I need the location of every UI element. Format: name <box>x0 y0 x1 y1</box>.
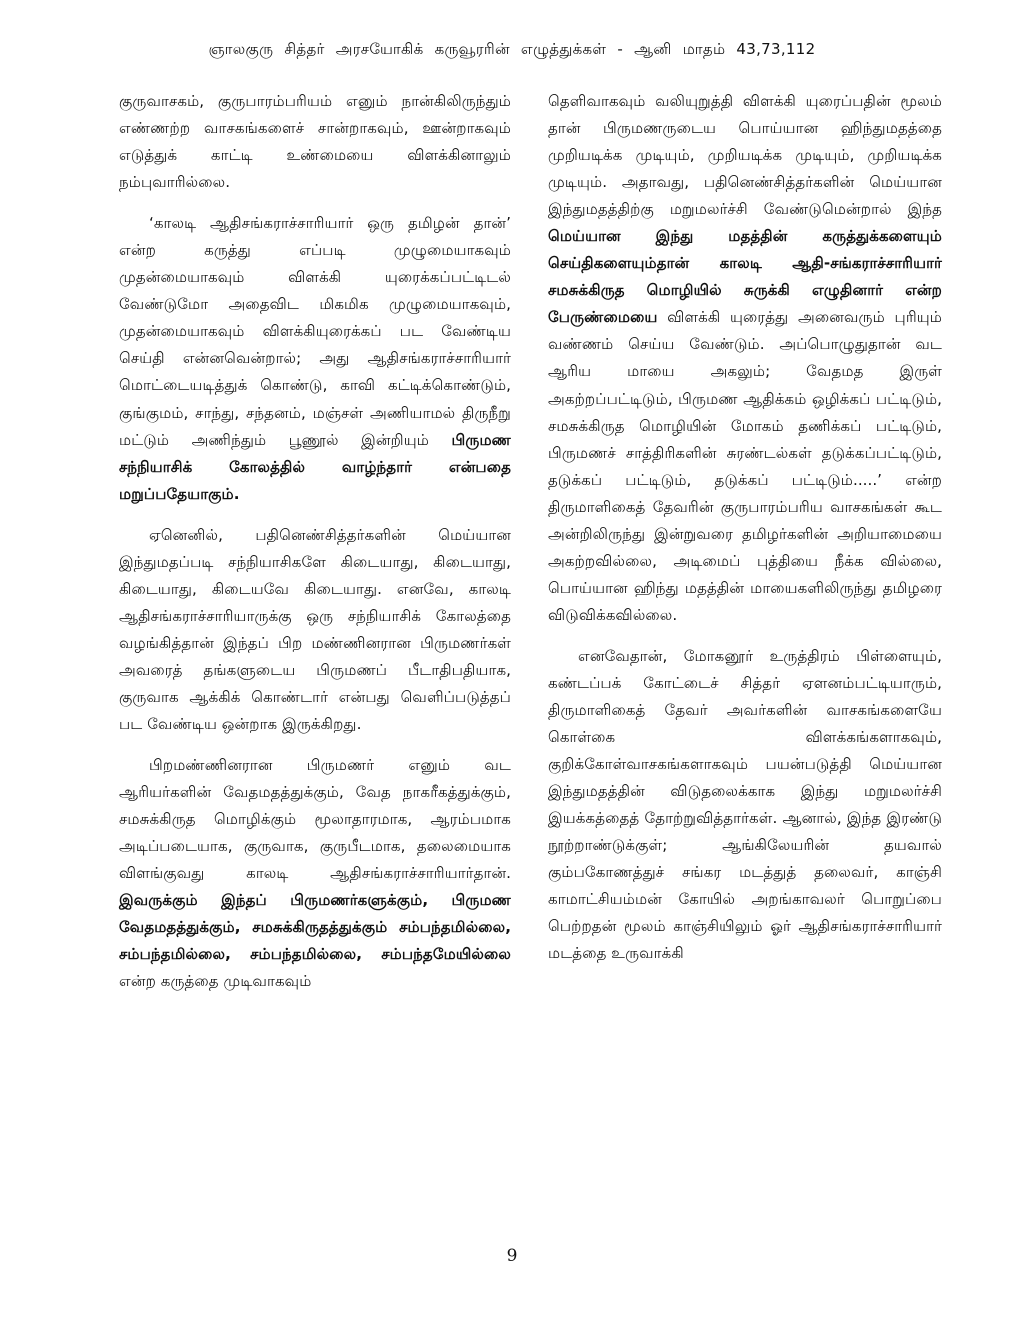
right-column <box>548 88 942 982</box>
left-paragraph-1 <box>119 88 511 196</box>
left-paragraph-2-text: ‘காலடி ஆதிசங்கராச்சாரியார் ஒரு தமிழன் தான்’ என்ற கருத்து எப்படி முழுமையாகவும் முதன்மையாகவும் விளக்கி யுரைக்கப்பட்டிடல் வேண்டுமோ அதைவிட மிகமிக முழுமையாகவும், முதன்மையாகவும் விளக்கியுரைக்கப் பட வேண்டிய செய்தி என்னவென்றால்; அது ஆதிசங்கராச்சாரியார் மொட்டையடித்துக் கொண்டு, காவி கட்டிக்கொண்டும், குங்குமம், சாந்து, சந்தனம், மஞ்சள் அணியாமல் திருநீறு மட்டும் அணிந்தும் பூணூல் இன்றியும் <box>119 214 511 449</box>
left-paragraph-2-emphasis: பிருமண சந்நியாசிக் கோலத்தில் வாழ்ந்தார் என்பதை மறுப்பதேயாகும். <box>119 430 511 503</box>
left-paragraph-4 <box>119 752 511 995</box>
left-paragraph-2 <box>119 210 511 508</box>
left-paragraph-3-text: ஏனெனில், பதினெண்சித்தர்களின் மெய்யான இந்துமதப்படி சந்நியாசிகளே கிடையாது, கிடையாது, கிடையாது, கிடையவே கிடையாது. எனவே, காலடி ஆதிசங்கராச்சாரியாருக்கு ஒரு சந்நியாசிக் கோலத்தை வழங்கித்தான் இந்தப் பிற மண்ணினரான பிருமணர்கள் அவரைத் தங்களுடைய பிருமணப் பீடாதிபதியாக, குருவாக ஆக்கிக் கொண்டார் என்பது வெளிப்படுத்தப் பட வேண்டிய ஒன்றாக இருக்கிறது. <box>119 525 511 734</box>
right-paragraph-2 <box>548 643 942 968</box>
right-paragraph-1-end: விளக்கி யுரைத்து அனைவரும் புரியும் வண்ணம் செய்ய வேண்டும். அப்பொழுதுதான் வட ஆரிய மாயை அகலும்; வேதமத இருள் அகற்றப்பட்டிடும், பிருமண ஆதிக்கம் ஒழிக்கப் பட்டிடும், சமசுக்கிருத மொழியின் மோகம் தணிக்கப் பட்டிடும், பிருமணச் சாத்திரிகளின் சுரண்டல்கள் தடுக்கப்பட்டிடும், தடுக்கப் பட்டிடும், தடுக்கப் பட்டிடும்.....’ என்ற திருமாளிகைத் தேவரின் குருபாரம்பரிய வாசகங்கள் கூட அன்றிலிருந்து இன்றுவரை தமிழர்களின் அறியாமையை அகற்றவில்லை, அடிமைப் புத்தியை நீக்க வில்லை, பொய்யான ஹிந்து மதத்தின் மாயைகளிலிருந்து தமிழரை விடுவிக்கவில்லை. <box>548 308 943 624</box>
right-paragraph-2-text: எனவேதான், மோகனூர் உருத்திரம் பிள்ளையும், கண்டப்பக் கோட்டைச் சித்தர் ஏளனம்பட்டியாரும், திருமாளிகைத் தேவர் அவர்களின் வாசகங்களையே கொள்கை விளக்கங்களாகவும், குறிக்கோள்வாசகங்களாகவும் பயன்படுத்தி மெய்யான இந்துமதத்தின் விடுதலைக்காக இந்து மறுமலர்ச்சி இயக்கத்தைத் தோற்றுவித்தார்கள். ஆனால், இந்த இரண்டு நூற்றாண்டுக்குள்; ஆங்கிலேயரின் தயவால் கும்பகோணத்துச் சங்கர மடத்துத் தலைவர், காஞ்சி காமாட்சியம்மன் கோயில் அறங்காவலர் பொறுப்பை பெற்றதன் மூலம் காஞ்சியிலும் ஓர் ஆதிசங்கராச்சாரியார் மடத்தை உருவாக்கி <box>548 646 942 963</box>
left-paragraph-4-emphasis: இவருக்கும் இந்தப் பிருமணர்களுக்கும், பிருமண வேதமதத்துக்கும், சமசுக்கிருதத்துக்கும் சம்பந்தமில்லை, சம்பந்தமில்லை, சம்பந்தமில்லை, சம்பந்தமேயில்லை <box>119 891 511 964</box>
page-number: 9 <box>506 1246 518 1266</box>
left-paragraph-3 <box>119 522 511 738</box>
right-paragraph-1-emphasis: மெய்யான இந்து மதத்தின் கருத்துக்களையும் செய்திகளையும்தான் காலடி ஆதி-சங்கராச்சாரியார் சமசுக்கிருத மொழியில் சுருக்கி எழுதினார் என்ற பேருண்மையை <box>548 227 942 327</box>
left-column <box>119 88 511 1010</box>
right-paragraph-1 <box>548 88 942 629</box>
running-header: ஞாலகுரு சித்தர் அரசயோகிக் கருவூரரின் எழுத்துக்கள் - ஆனி மாதம் 43,73,112 <box>208 40 816 58</box>
left-paragraph-1-text: குருவாசகம், குருபாரம்பரியம் எனும் நான்கிலிருந்தும் எண்ணற்ற வாசகங்களைச் சான்றாகவும், ஊன்றாகவும் எடுத்துக் காட்டி உண்மையை விளக்கினாலும் நம்புவாரில்லை. <box>119 92 511 192</box>
right-paragraph-1-text: தெளிவாகவும் வலியுறுத்தி விளக்கி யுரைப்பதின் மூலம் தான் பிருமணருடைய பொய்யான ஹிந்துமதத்தை முறியடிக்க முடியும், முறியடிக்க முடியும், முறியடிக்க முடியும். அதாவது, பதினெண்சித்தர்களின் மெய்யான இந்துமதத்திற்கு மறுமலர்ச்சி வேண்டுமென்றால் இந்த <box>548 92 942 219</box>
left-paragraph-4-text: பிறமண்ணினரான பிருமணர் எனும் வட ஆரியர்களின் வேதமதத்துக்கும், வேத நாகரீகத்துக்கும், சமசுக்கிருத மொழிக்கும் மூலாதாரமாக, ஆரம்பமாக அடிப்படையாக, குருவாக, குருபீடமாக, தலைமையாக விளங்குவது காலடி ஆதிசங்கராச்சாரியார்தான். <box>119 756 511 883</box>
left-paragraph-4-end: என்ற கருத்தை முடிவாகவும் <box>119 972 312 991</box>
